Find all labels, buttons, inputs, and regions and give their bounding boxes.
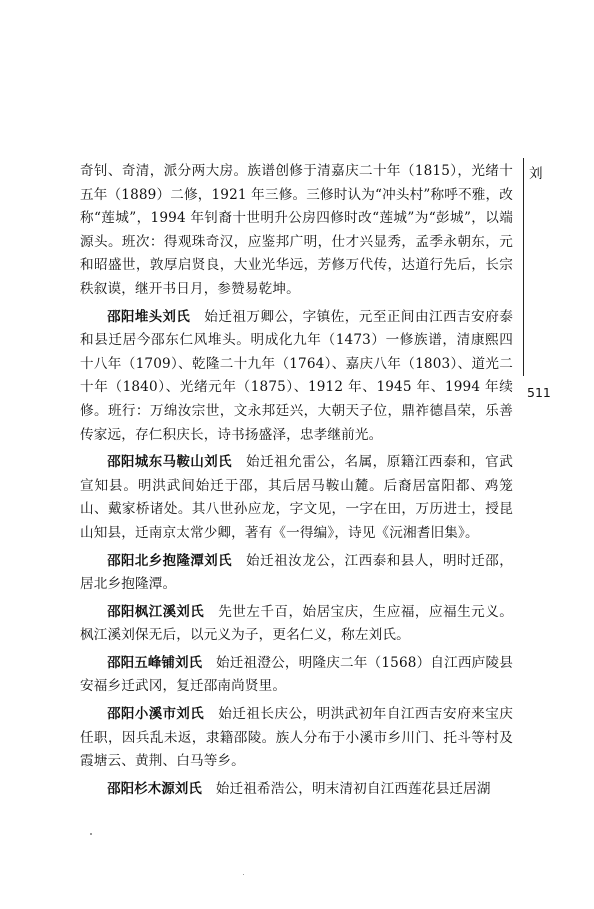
paragraph-body: 始迁祖万卿公，字镇佐，元至正间由江西吉安府泰和县迁居今邵东仁风堆头。明成化九年（1473）一修族谱，清康熙四十八年（1709）、乾隆二十九年（1764）、嘉庆八年（1803）、道光二十年（1840）、光绪元年（1875）、1912 年、1945 年、1994 年续修。班行：万绵汝宗世，文永邦廷兴，大朝天子位，鼎祚德昌荣，乐善传家远，存仁积庆长，诗书扬盛泽，忠孝继前光。 <box>80 308 513 443</box>
paragraph-body: 始迁祖允雷公，名属，原籍江西泰和，官武宣知县。明洪武间始迁于邵，其后居马鞍山麓。后裔居富阳都、鸡笼山、戴家桥诸处。其八世孙应龙，字文见，一字在田，万历进士，授昆山知县，迁南京太常少卿，著有《一得编》，诗见《沅湘耆旧集》。 <box>80 454 513 541</box>
paragraph <box>80 703 513 774</box>
paragraph <box>80 160 513 302</box>
page-number: 511 <box>527 385 551 400</box>
paragraph <box>80 451 513 545</box>
paragraph-heading: 邵阳堆头刘氏 <box>107 309 191 325</box>
paragraph <box>80 550 513 597</box>
body-text <box>80 160 513 805</box>
paragraph-heading: 邵阳北乡抱隆潭刘氏 <box>107 553 232 569</box>
paragraph-body: 始迁祖澄公，明隆庆二年（1568）自江西庐陵县安福乡迁武冈，复迁邵南尚贤里。 <box>80 654 513 695</box>
paragraph <box>80 306 513 448</box>
paragraph-heading: 邵阳五峰铺刘氏 <box>107 655 203 671</box>
paragraph-body: 始迁祖长庆公，明洪武初年自江西吉安府来宝庆任职，因兵乱未返，隶籍邵陵。族人分布于小溪市乡川门、托斗等村及霞塘云、黄荆、白马等乡。 <box>80 706 513 770</box>
paragraph-body: 先世左千百，始居宝庆，生应福，应福生元义。枫江溪刘保无后，以元义为子，更名仁义，称左刘氏。 <box>80 603 513 644</box>
paragraph-body: 奇钊、奇清，派分两大房。族谱创修于清嘉庆二十年（1815），光绪十五年（1889）二修，1921 年三修。三修时认为“冲头村”称呼不雅，改称“莲城”，1994 年钊裔十世明升公房四修时改“莲城”为“彭城”，以端源头。班次：得观珠奇汉，应鉴邦广明，仕才兴显秀，孟季永朝东，元和昭盛世，敦厚启贤良，大业光华远，芳修万代传，达道行先后，长宗秩叙谟，继开书日月，参赞易乾坤。 <box>80 163 513 297</box>
paragraph <box>80 778 513 802</box>
paragraph-heading: 邵阳杉木源刘氏 <box>107 781 202 797</box>
paragraph-heading: 邵阳城东马鞍山刘氏 <box>107 455 232 471</box>
surname-marker: 刘 <box>529 166 543 182</box>
scan-speck <box>90 833 92 835</box>
scan-speck <box>243 874 244 875</box>
paragraph <box>80 601 513 648</box>
paragraph-heading: 邵阳枫江溪刘氏 <box>107 604 205 620</box>
paragraph-heading: 邵阳小溪市刘氏 <box>107 707 205 723</box>
margin-rule <box>523 158 524 376</box>
paragraph-body: 始迁祖汝龙公，江西泰和县人，明时迁邵，居北乡抱隆潭。 <box>80 552 513 593</box>
paragraph <box>80 652 513 699</box>
paragraph-body: 始迁祖希浩公，明末清初自江西莲花县迁居湖 <box>215 780 491 797</box>
